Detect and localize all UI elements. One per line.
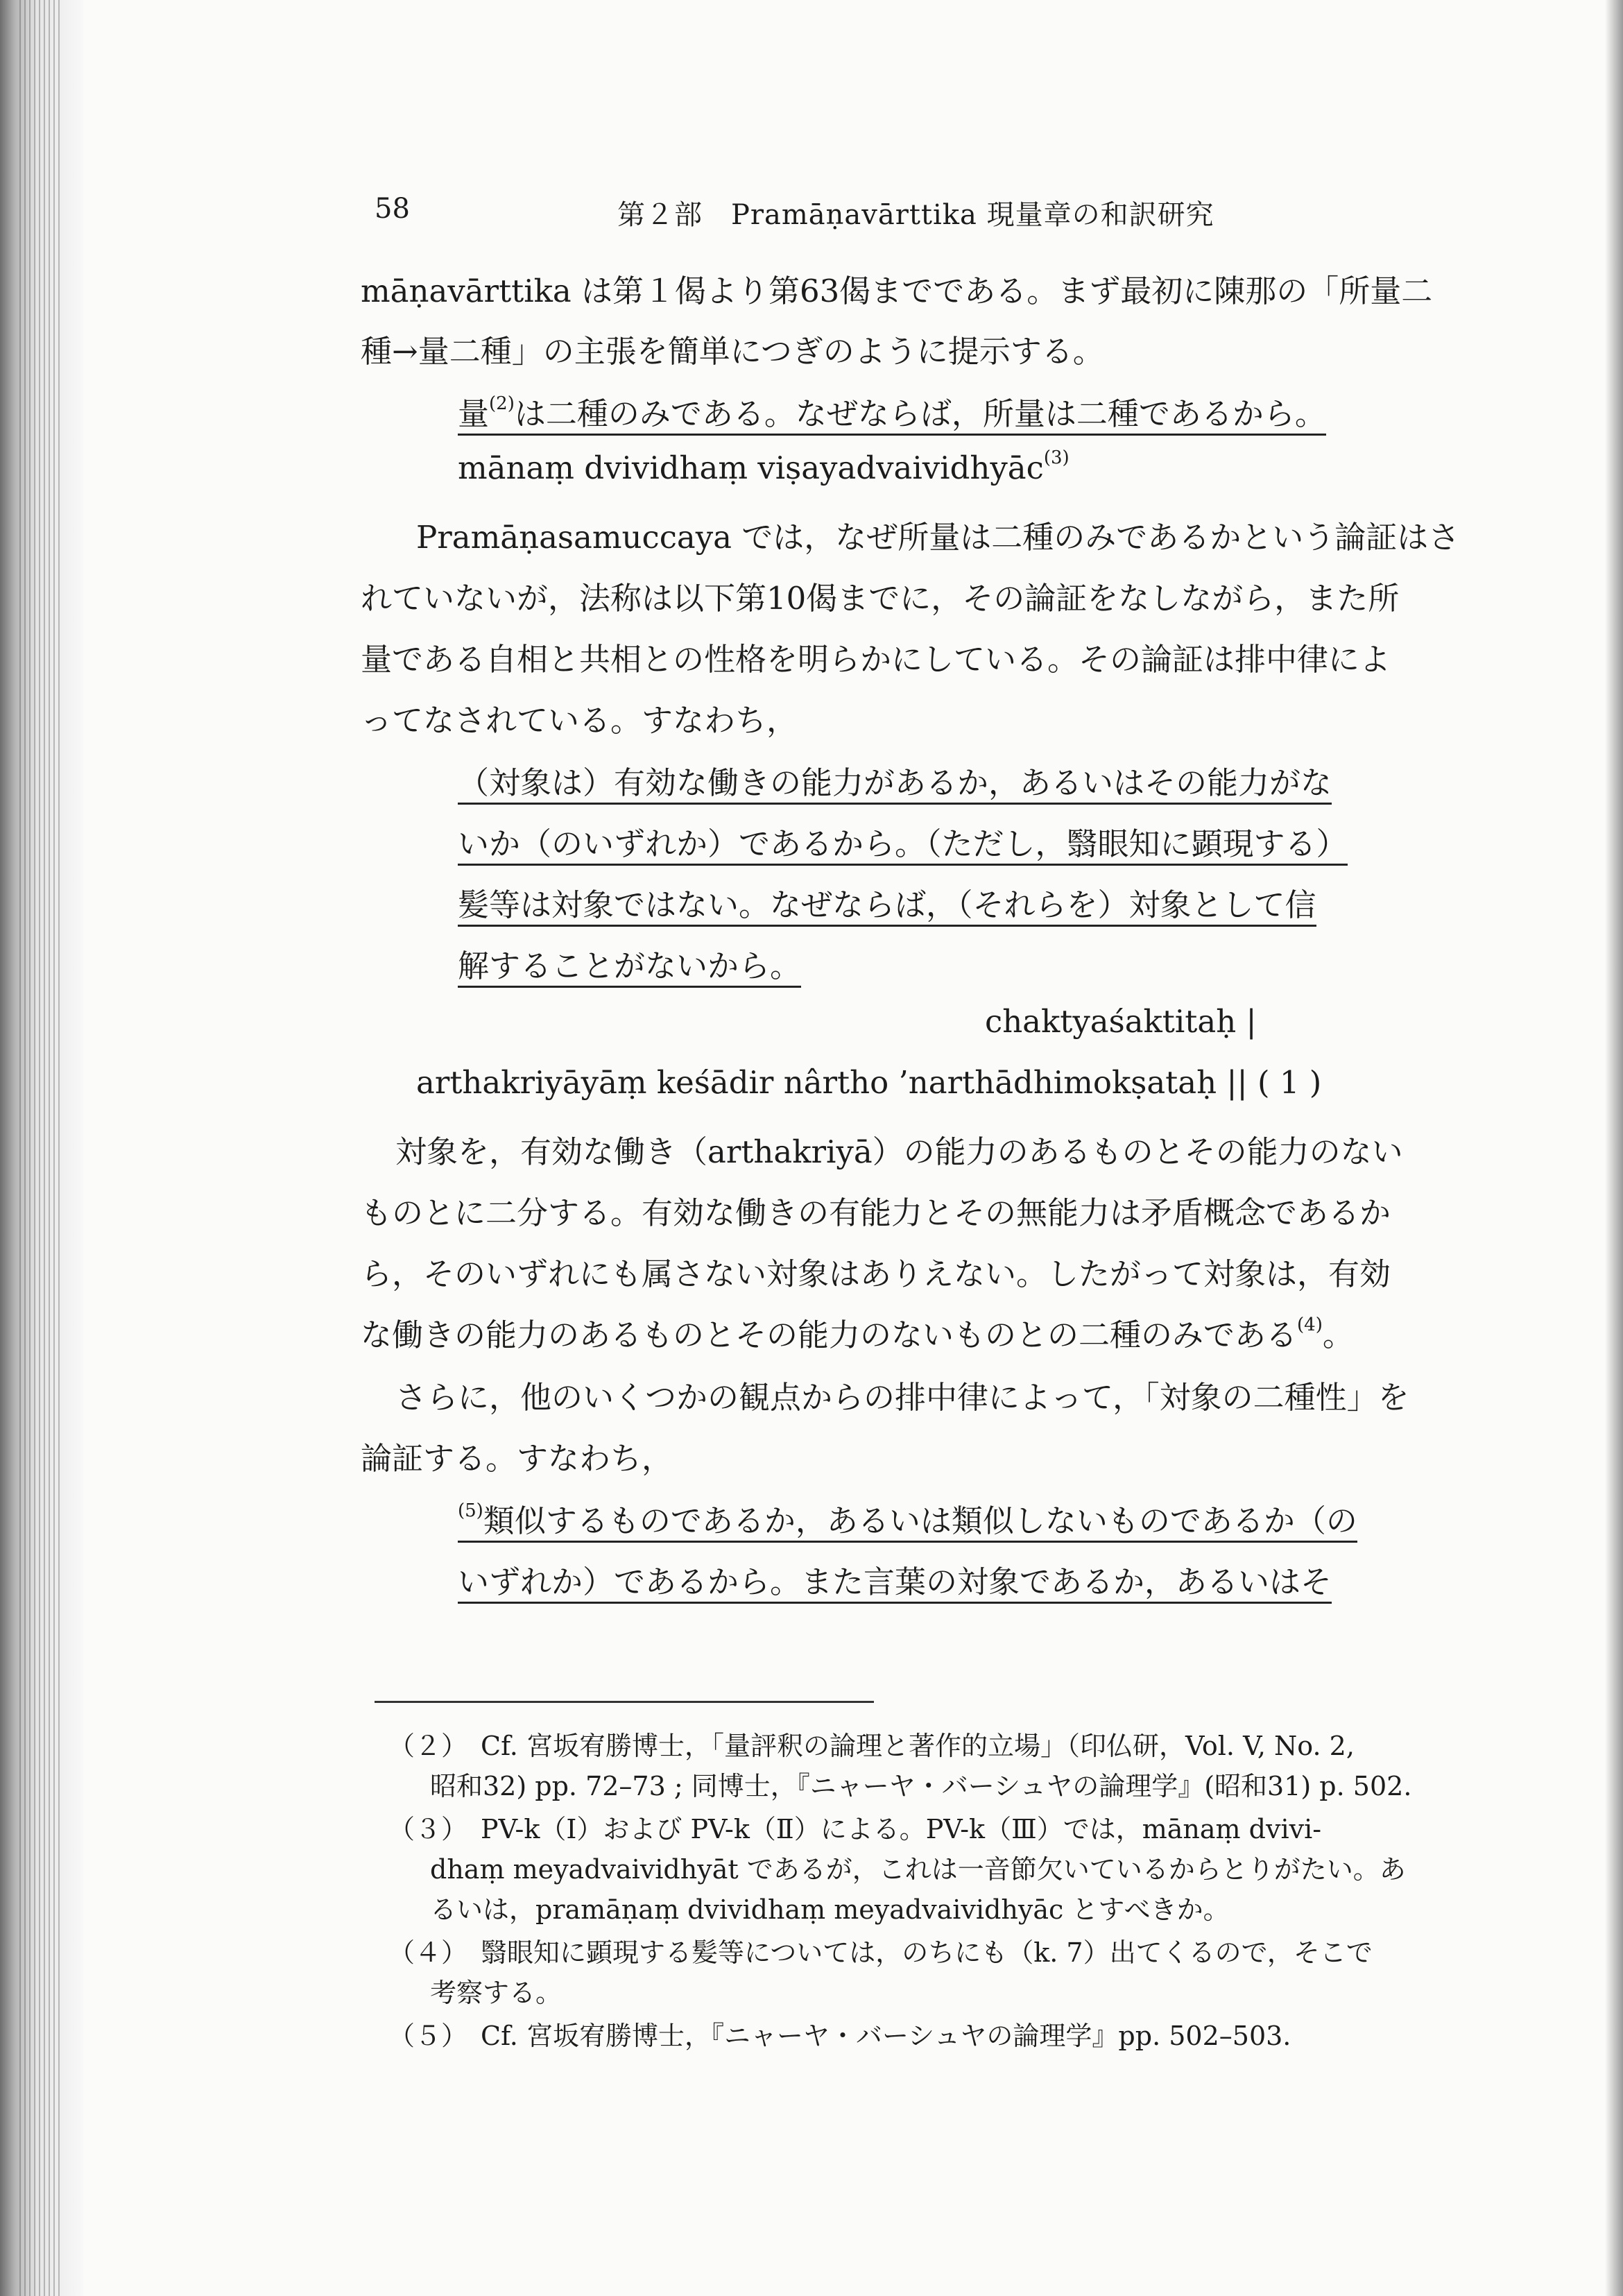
footnote-ref-5: (5) — [458, 1500, 483, 1521]
quote-line: $^{(5)}$類似するものであるか，あるいは類似しないものであるか（の — [458, 1496, 1357, 1541]
quote-line: 解することがないから。 — [458, 941, 801, 986]
footnote-3-cont: dhaṃ meyadvaividhyāt であるが，これは一音節欠いているからとりがたい。あ — [430, 1854, 1406, 1885]
footnote-3: （３） PV-k（Ⅰ）および PV-k（Ⅱ）による。PV-k（Ⅲ）では，mānaṃ dvivi- — [388, 1814, 1322, 1844]
sanskrit-line: mānaṃ dvividhaṃ viṣayadvaividhyāc$^{(3)}$ — [458, 447, 1070, 486]
sanskrit-line: arthakriyāyāṃ keśādir nârtho ’narthādhimokṣataḥ || ( 1 ) — [416, 1064, 1322, 1101]
quote-line: いか（のいずれか）であるから。（ただし，翳眼知に顕現する） — [458, 819, 1348, 864]
quote-line — [458, 388, 1326, 434]
body-line: māṇavārttika は第１偈より第63偈までである。まず最初に陳那の「所量二 — [361, 273, 1433, 309]
body-line: 量である自相と共相との性格を明らかにしている。その論証は排中律によ — [361, 641, 1391, 678]
footnote-ref-4: (4) — [1297, 1314, 1323, 1335]
quote-underlined: 量$^{(2)}$は二種のみである。なぜならば，所量は二種であるから。 — [458, 395, 1326, 436]
body-line: 対象を，有効な働き（arthakriyā）の能力のあるものとその能力のない — [395, 1133, 1403, 1170]
footnote-ref-3: (3) — [1043, 447, 1070, 468]
footnote-ref-2: (2) — [489, 393, 515, 414]
body-line: 種→量二種」の主張を簡単につぎのように提示する。 — [361, 333, 1104, 370]
footnote-2: （２） Cf. 宮坂宥勝博士，「量評釈の論理と著作的立場」（印仏研，Vol. V, No. 2, — [388, 1731, 1355, 1761]
running-header — [375, 187, 1554, 229]
quote-line: （対象は）有効な働きの能力があるか，あるいはその能力がな — [458, 757, 1332, 803]
body-line: ものとに二分する。有効な働きの有能力とその無能力は矛盾概念であるか — [361, 1194, 1391, 1231]
footnote-divider — [375, 1701, 874, 1703]
body-line: 論証する。すなわち， — [361, 1440, 673, 1477]
page-number: 58 — [375, 193, 410, 225]
binding-texture — [19, 0, 62, 2296]
body-line: ってなされている。すなわち， — [361, 702, 798, 739]
quote-line: いずれか）であるから。また言葉の対象であるか，あるいはそ — [458, 1557, 1332, 1602]
quote-line: 髪等は対象ではない。なぜならば，（それらを）対象として信 — [458, 880, 1316, 925]
body-line: れていないが，法称は以下第10偈までに，その論証をなしながら，また所 — [361, 580, 1400, 617]
page-edge-shadow — [1605, 0, 1623, 2296]
body-line: さらに，他のいくつかの観点からの排中律によって，「対象の二種性」を — [395, 1379, 1409, 1416]
footnote-4: （４） 翳眼知に顕現する髪等については，のちにも（k. 7）出てくるので，そこで — [388, 1937, 1373, 1968]
footnote-4-cont: 考察する。 — [430, 1978, 563, 2008]
footnote-2-cont: 昭和32) pp. 72–73 ; 同博士，『ニャーヤ・バーシュヤの論理学』(昭和31) p. 502. — [430, 1771, 1412, 1801]
sanskrit-line: chaktyaśaktitaḥ | — [985, 1003, 1257, 1040]
running-title: 第２部 Pramāṇavārttika 現量章の和訳研究 — [617, 199, 1214, 231]
body-line: な働きの能力のあるものとその能力のないものとの二種のみである$^{(4)}$。 — [361, 1314, 1354, 1353]
body-line: Pramāṇasamuccaya では，なぜ所量は二種のみであるかという論証はさ — [416, 519, 1460, 556]
footnote-3-cont: るいは，pramāṇaṃ dvividhaṃ meyadvaividhyāc とすべきか。 — [430, 1894, 1230, 1925]
body-line: ら，そのいずれにも属さない対象はありえない。したがって対象は，有効 — [361, 1256, 1391, 1292]
footnote-5: （５） Cf. 宮坂宥勝博士，『ニャーヤ・バーシュヤの論理学』pp. 502–503. — [388, 2021, 1291, 2051]
